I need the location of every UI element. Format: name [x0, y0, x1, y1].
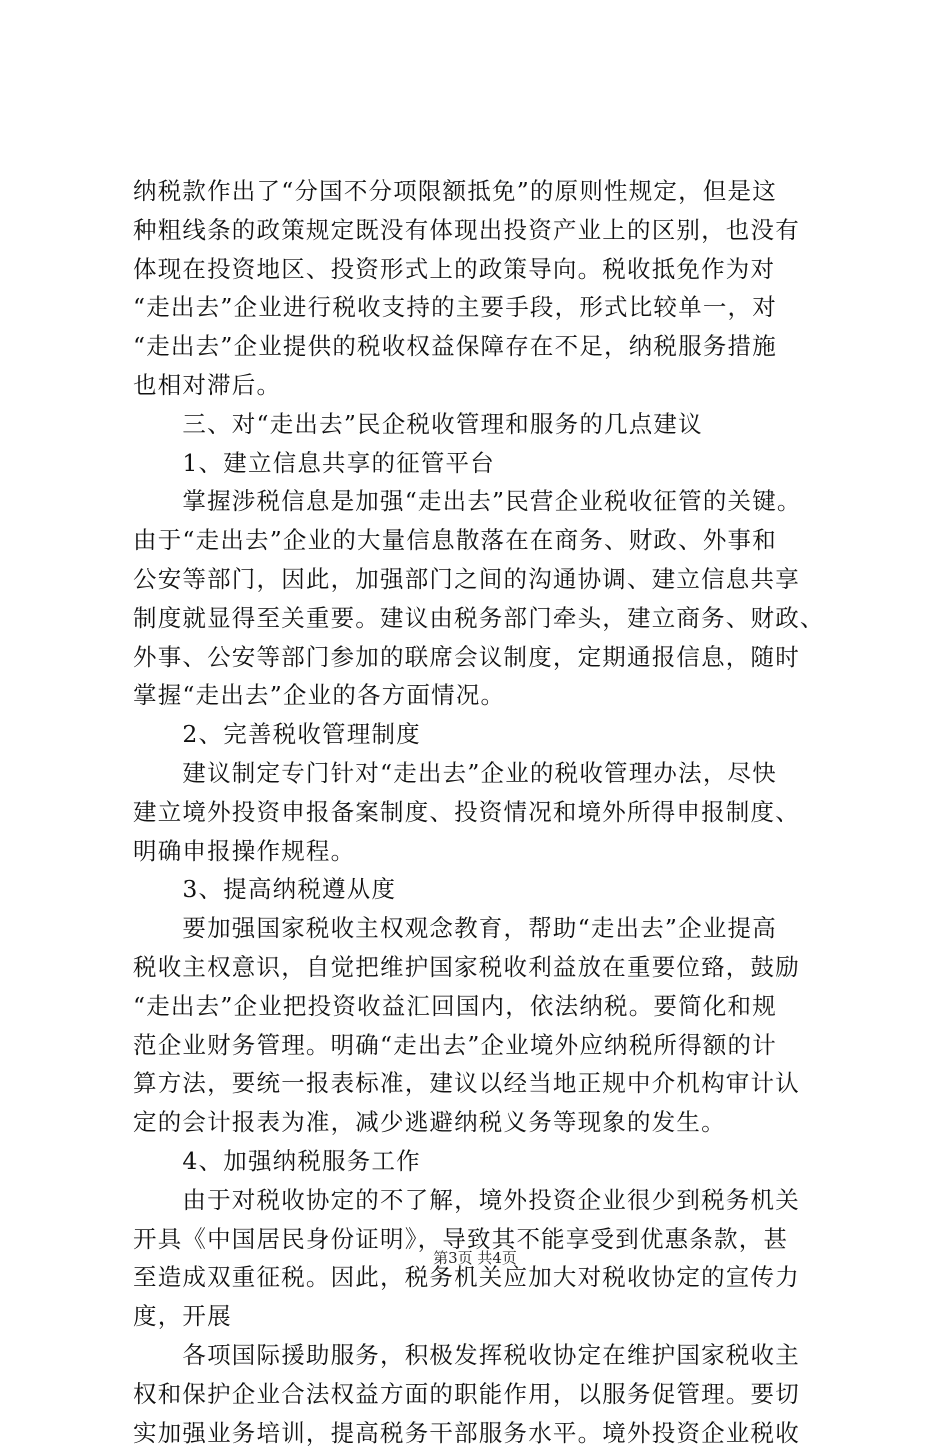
text-line: 体现在投资地区、投资形式上的政策导向。税收抵免作为对 — [133, 250, 833, 289]
text-line: 各项国际援助服务，积极发挥税收协定在维护国家税收主 — [133, 1336, 833, 1375]
text-line: 实加强业务培训，提高税务干部服务水平。境外投资企业税收 — [133, 1414, 833, 1452]
text-line: 也相对滞后。 — [133, 366, 833, 405]
text-line: 种粗线条的政策规定既没有体现出投资产业上的区别，也没有 — [133, 211, 833, 250]
text-line: 要加强国家税收主权观念教育，帮助“走出去”企业提高 — [133, 909, 833, 948]
text-line: 税收主权意识，自觉把维护国家税收利益放在重要位臵，鼓励 — [133, 948, 833, 987]
text-line: “走出去”企业提供的税收权益保障存在不足，纳税服务措施 — [133, 327, 833, 366]
text-line: 纳税款作出了“分国不分项限额抵免”的原则性规定，但是这 — [133, 172, 833, 211]
text-line: 掌握“走出去”企业的各方面情况。 — [133, 676, 833, 715]
text-line: 制度就显得至关重要。建议由税务部门牵头，建立商务、财政、 — [133, 599, 833, 638]
text-line: “走出去”企业把投资收益汇回国内，依法纳税。要简化和规 — [133, 987, 833, 1026]
text-line: 建议制定专门针对“走出去”企业的税收管理办法，尽快 — [133, 754, 833, 793]
text-line: 建立境外投资申报备案制度、投资情况和境外所得申报制度、 — [133, 793, 833, 832]
text-line: 由于对税收协定的不了解，境外投资企业很少到税务机关 — [133, 1181, 833, 1220]
text-line: 由于“走出去”企业的大量信息散落在在商务、财政、外事和 — [133, 521, 833, 560]
subsection-heading: 2、完善税收管理制度 — [133, 715, 833, 754]
text-line: “走出去”企业进行税收支持的主要手段，形式比较单一，对 — [133, 288, 833, 327]
text-line: 明确申报操作规程。 — [133, 832, 833, 871]
subsection-heading: 4、加强纳税服务工作 — [133, 1142, 833, 1181]
text-line: 公安等部门，因此，加强部门之间的沟通协调、建立信息共享 — [133, 560, 833, 599]
text-line: 度，开展 — [133, 1297, 833, 1336]
text-line: 算方法，要统一报表标准，建议以经当地正规中介机构审计认 — [133, 1064, 833, 1103]
text-line: 外事、公安等部门参加的联席会议制度，定期通报信息，随时 — [133, 638, 833, 677]
text-line: 掌握涉税信息是加强“走出去”民营企业税收征管的关键。 — [133, 482, 833, 521]
text-line: 开具《中国居民身份证明》，导致其不能享受到优惠条款，甚 — [133, 1220, 833, 1259]
text-line: 至造成双重征税。因此，税务机关应加大对税收协定的宣传力 — [133, 1258, 833, 1297]
subsection-heading: 3、提高纳税遵从度 — [133, 870, 833, 909]
text-line: 范企业财务管理。明确“走出去”企业境外应纳税所得额的计 — [133, 1026, 833, 1065]
subsection-heading: 1、建立信息共享的征管平台 — [133, 444, 833, 483]
text-line: 定的会计报表为准，减少逃避纳税义务等现象的发生。 — [133, 1103, 833, 1142]
text-line: 权和保护企业合法权益方面的职能作用，以服务促管理。要切 — [133, 1375, 833, 1414]
page-number-footer: 第3页 共4页 — [0, 1247, 950, 1268]
section-heading: 三、对“走出去”民企税收管理和服务的几点建议 — [133, 405, 833, 444]
